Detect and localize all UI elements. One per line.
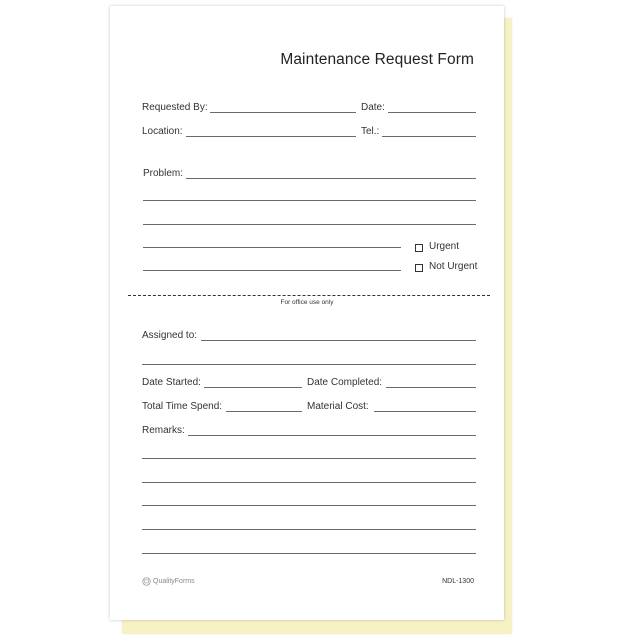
requested-by-field[interactable] [210,112,356,113]
date-field[interactable] [388,112,476,113]
form-code: NDL-1300 [442,578,474,585]
problem-field-line-5[interactable] [143,270,401,271]
total-time-field[interactable] [226,411,302,412]
remarks-field-line-3[interactable] [142,482,476,483]
date-started-field[interactable] [204,387,302,388]
office-use-divider [128,295,490,296]
location-field[interactable] [186,136,356,137]
material-cost-field[interactable] [374,411,476,412]
brand-name: QualityForms [153,578,195,585]
office-use-label: For office use only [280,299,334,306]
assigned-to-label: Assigned to: [142,330,198,341]
problem-field-line-3[interactable] [143,224,476,225]
not-urgent-label: Not Urgent [429,261,478,272]
material-cost-label: Material Cost: [307,401,369,412]
tel-label: Tel.: [361,126,380,137]
problem-field-line-1[interactable] [186,178,476,179]
printer-logo-icon [142,577,151,586]
requested-by-label: Requested By: [142,102,208,113]
problem-field-line-4[interactable] [143,247,401,248]
remarks-field-line-4[interactable] [142,505,476,506]
date-completed-field[interactable] [386,387,476,388]
assigned-to-field-line-2[interactable] [142,364,476,365]
problem-label: Problem: [143,168,184,179]
remarks-field-line-2[interactable] [142,458,476,459]
remarks-label: Remarks: [142,425,185,436]
date-label: Date: [361,102,385,113]
assigned-to-field-line-1[interactable] [201,340,476,341]
total-time-label: Total Time Spend: [142,401,223,412]
date-completed-label: Date Completed: [307,377,383,388]
not-urgent-checkbox[interactable] [415,264,423,272]
tel-field[interactable] [382,136,476,137]
remarks-field-line-1[interactable] [188,435,476,436]
remarks-field-line-6[interactable] [142,553,476,554]
brand-logo [142,577,195,586]
problem-field-line-2[interactable] [143,200,476,201]
urgent-checkbox[interactable] [415,244,423,252]
date-started-label: Date Started: [142,377,201,388]
location-label: Location: [142,126,183,137]
urgent-label: Urgent [429,241,460,252]
remarks-field-line-5[interactable] [142,529,476,530]
form-sheet [110,6,504,620]
form-title: Maintenance Request Form [280,51,474,68]
